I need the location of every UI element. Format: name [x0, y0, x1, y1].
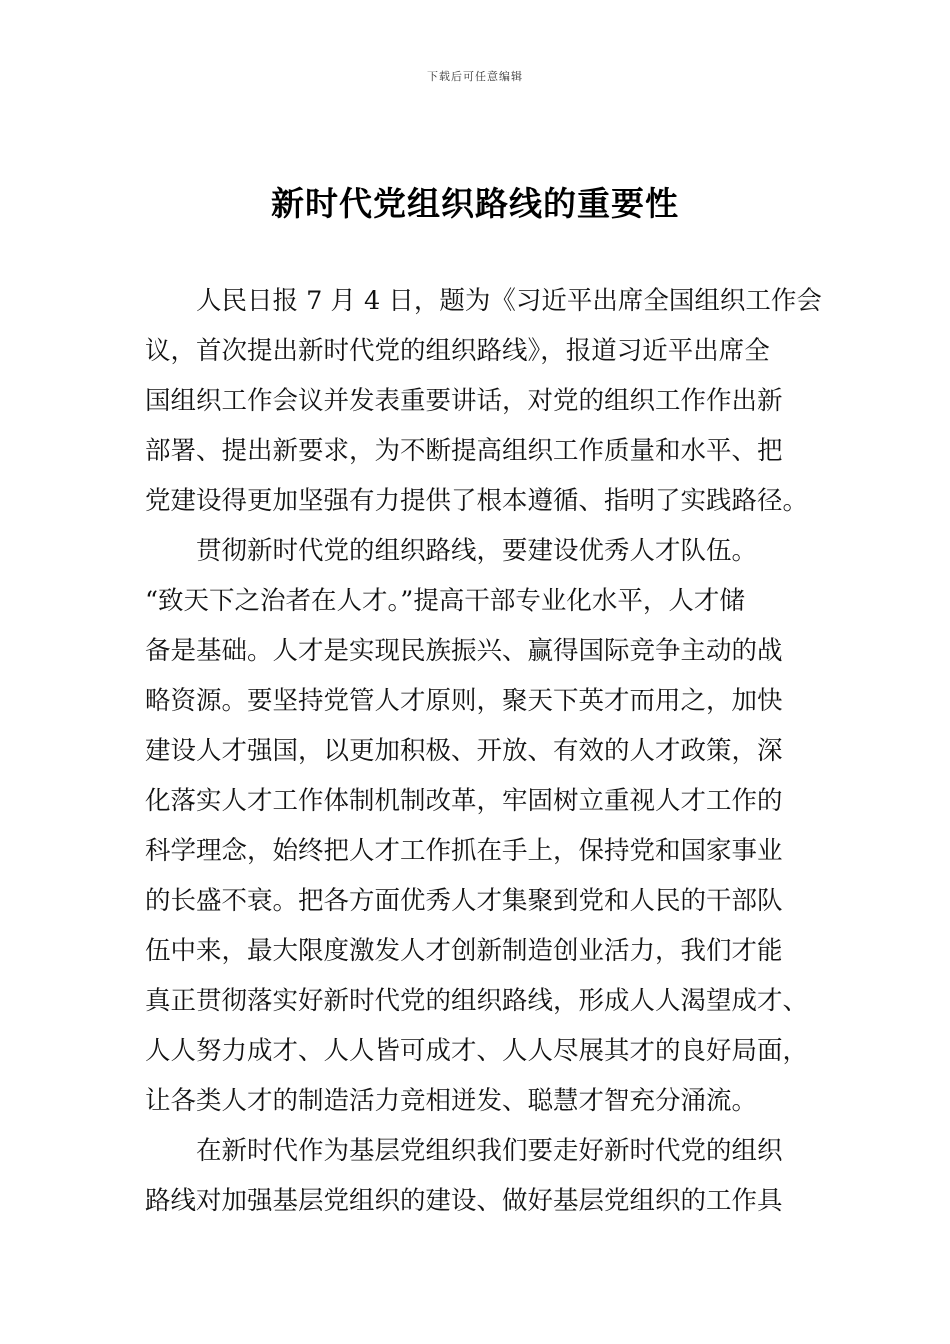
text-line: 人人努力成才、人人皆可成才、人人尽展其才的良好局面， [145, 1036, 809, 1066]
text-line: 部署、提出新要求，为不断提高组织工作质量和水平、把 [145, 436, 783, 466]
text-line: 议，首次提出新时代党的组织路线》，报道习近平出席全 [145, 336, 770, 366]
text-line: 略资源。要坚持党管人才原则，聚天下英才而用之，加快 [145, 686, 783, 716]
document-body [145, 276, 822, 1226]
text-line: 伍中来，最大限度激发人才创新制造创业活力，我们才能 [145, 936, 783, 966]
text-line: 建设人才强国，以更加积极、开放、有效的人才政策，深 [145, 736, 783, 766]
text-line: 科学理念，始终把人才工作抓在手上，保持党和国家事业 [145, 836, 783, 866]
text-line: 国组织工作会议并发表重要讲话，对党的组织工作作出新 [145, 386, 783, 416]
text-line: 在新时代作为基层党组织我们要走好新时代党的组织 [196, 1136, 783, 1166]
text-line: 化落实人才工作体制机制改革，牢固树立重视人才工作的 [145, 786, 783, 816]
text-line: “致天下之治者在人才。”提高干部专业化水平，人才储 [145, 586, 745, 616]
text-line: 人民日报 7 月 4 日，题为《习近平出席全国组织工作会 [196, 286, 822, 316]
text-line: 贯彻新时代党的组织路线，要建设优秀人才队伍。 [196, 536, 758, 566]
text-line: 的长盛不衰。把各方面优秀人才集聚到党和人民的干部队 [145, 886, 783, 916]
document-title: 新时代党组织路线的重要性 [271, 184, 679, 223]
text-line: 备是基础。人才是实现民族振兴、赢得国际竞争主动的战 [145, 636, 783, 666]
text-line: 路线对加强基层党组织的建设、做好基层党组织的工作具 [145, 1186, 783, 1216]
text-line: 真正贯彻落实好新时代党的组织路线，形成人人渴望成才、 [145, 986, 809, 1016]
text-line: 让各类人才的制造活力竞相迸发、聪慧才智充分涌流。 [145, 1086, 758, 1116]
text-line: 党建设得更加坚强有力提供了根本遵循、指明了实践路径。 [145, 486, 809, 516]
header-note: 下载后可任意编辑 [427, 70, 523, 83]
